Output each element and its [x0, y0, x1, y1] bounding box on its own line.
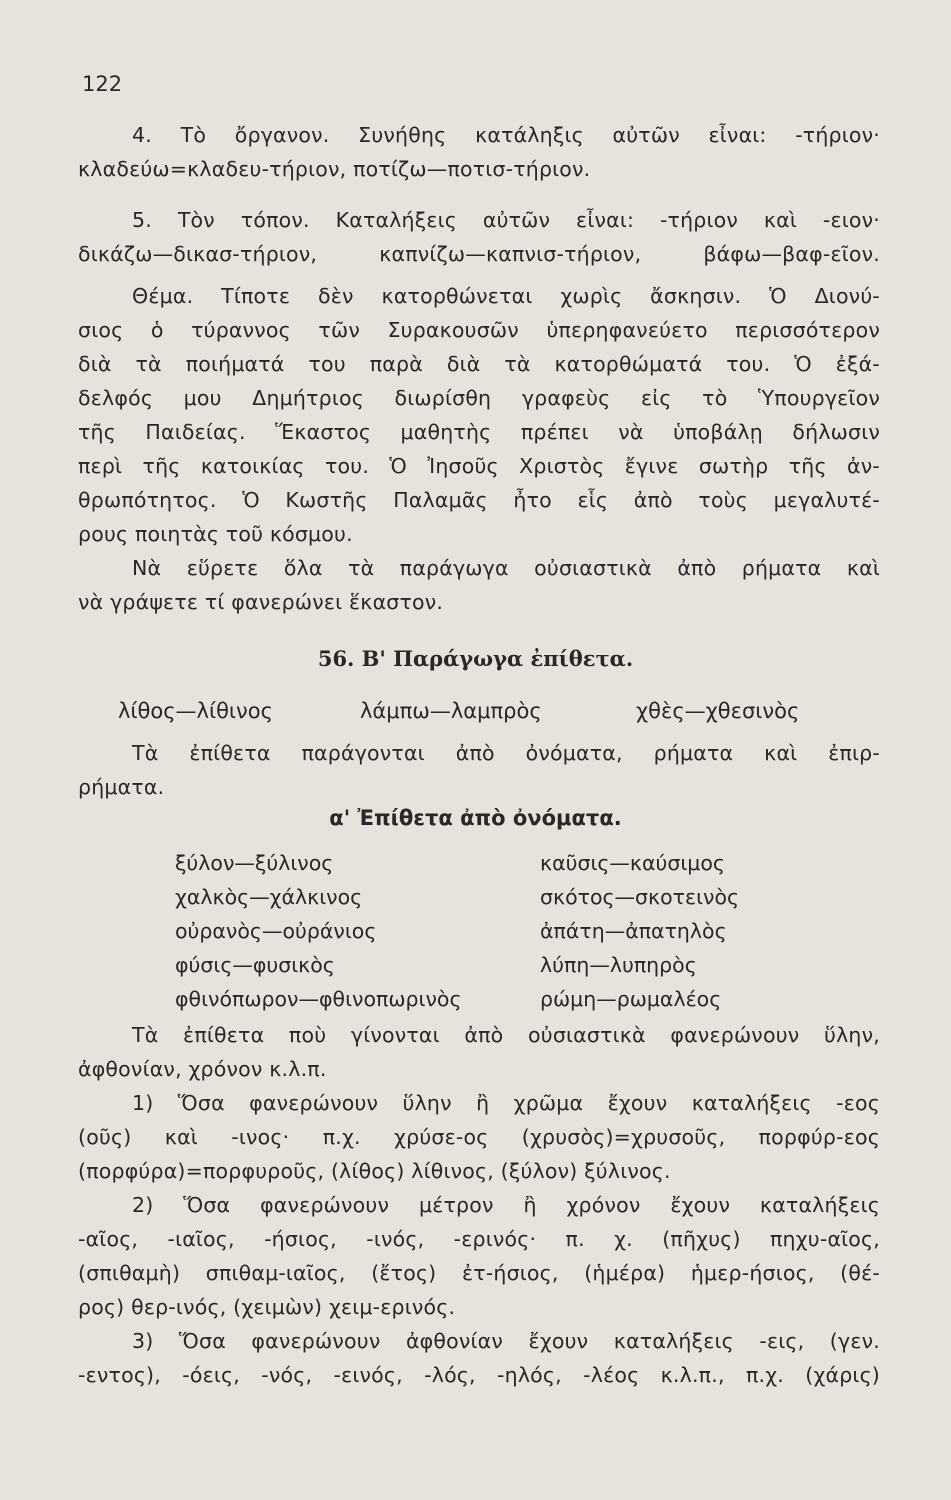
text-line: κλαδεύω=κλαδευ-τήριον, ποτίζω—ποτισ-τήριον.	[78, 157, 591, 181]
text-line: θρωπότητος. Ὁ Κωστῆς Παλαμᾶς ἦτο εἷς ἀπὸ τοὺς μεγαλυτέ-	[78, 488, 880, 512]
word-pair-left: χαλκὸς—χάλκινος	[175, 885, 363, 909]
text-line: ρος) θερ-ινός, (χειμὼν) χειμ-ερινός.	[78, 1295, 456, 1319]
text-line: σιος ὁ τύραννος τῶν Συρακουσῶν ὑπερηφανεύετο περισσότερον	[78, 318, 880, 342]
word-pair-right: ρώμη—ρωμαλέος	[540, 987, 722, 1011]
word-pair-right: λύπη—λυπηρὸς	[540, 953, 697, 977]
word-pair-left: ξύλον—ξύλινος	[175, 851, 334, 875]
word-pair-right: σκότος—σκοτεινὸς	[540, 885, 740, 909]
example-item: λάμπω—λαμπρὸς	[360, 699, 542, 723]
subheading: α' Ἐπίθετα ἀπὸ ὀνόματα.	[329, 806, 622, 830]
text-line: Νὰ εὕρετε ὅλα τὰ παράγωγα οὐσιαστικὰ ἀπὸ ρήματα καὶ	[132, 556, 880, 580]
word-pair-right: καῦσις—καύσιμος	[540, 851, 725, 875]
examples-row	[78, 694, 880, 728]
text-line: -αῖος, -ιαῖος, -ήσιος, -ινός, -ερινός· π. χ. (πῆχυς) πηχυ-αῖος,	[78, 1227, 880, 1251]
text-line: -εντος), -όεις, -νός, -εινός, -λός, -ηλός, -λέος κ.λ.π., π.χ. (χάρις)	[78, 1363, 880, 1387]
text-line: 1) Ὅσα φανερώνουν ὕλην ἢ χρῶμα ἔχουν καταλήξεις -εος	[132, 1091, 880, 1115]
text-line: ρήματα.	[78, 775, 165, 799]
text-line: (οῦς) καὶ -ινος· π.χ. χρύσε-ος (χρυσὸς)=χρυσοῦς, πορφύρ-εος	[78, 1125, 880, 1149]
text-line: ἀφθονίαν, χρόνον κ.λ.π.	[78, 1057, 327, 1081]
text-line: 3) Ὅσα φανερώνουν ἀφθονίαν ἔχουν καταλήξεις -εις, (γεν.	[132, 1329, 880, 1353]
text-line: νὰ γράψετε τί φανερώνει ἕκαστον.	[78, 590, 444, 614]
example-item: χθὲς—χθεσινὸς	[636, 699, 800, 723]
text-line: 4. Τὸ ὄργανον. Συνήθης κατάληξις αὐτῶν εἶναι: -τήριον·	[132, 123, 880, 147]
text-line: (σπιθαμὴ) σπιθαμ-ιαῖος, (ἔτος) ἐτ-ήσιος, (ἡμέρα) ἡμερ-ήσιος, (θέ-	[78, 1261, 880, 1285]
text-line: Τὰ ἐπίθετα παράγονται ἀπὸ ὀνόματα, ρήματα καὶ ἐπιρ-	[132, 741, 880, 765]
page-number: 122	[82, 72, 123, 96]
word-pair-left: φύσις—φυσικὸς	[175, 953, 335, 977]
word-pair-right: ἀπάτη—ἀπατηλὸς	[540, 919, 727, 943]
text-line: δικάζω—δικασ-τήριον, καπνίζω—καπνισ-τήριον, βάφω—βαφ-εῖον.	[78, 242, 880, 266]
text-line: (πορφύρα)=πορφυροῦς, (λίθος) λίθινος, (ξύλον) ξύλινος.	[78, 1159, 671, 1183]
text-line: 2) Ὅσα φανερώνουν μέτρον ἢ χρόνον ἔχουν καταλήξεις	[132, 1193, 880, 1217]
text-line: δελφός μου Δημήτριος διωρίσθη γραφεὺς εἰς τὸ Ὑπουργεῖον	[78, 386, 880, 410]
text-line: τῆς Παιδείας. Ἕκαστος μαθητὴς πρέπει νὰ ὑποβάλῃ δήλωσιν	[78, 420, 880, 444]
text-line: ρους ποιητὰς τοῦ κόσμου.	[78, 522, 353, 546]
text-line: Θέμα. Τίποτε δὲν κατορθώνεται χωρὶς ἄσκησιν. Ὁ Διονύ-	[132, 284, 880, 308]
word-pair-left: οὐρανὸς—οὐράνιος	[175, 919, 377, 943]
text-line: διὰ τὰ ποιήματά του παρὰ διὰ τὰ κατορθώματά του. Ὁ ἐξά-	[78, 352, 880, 376]
text-line: 5. Τὸν τόπον. Καταλήξεις αὐτῶν εἶναι: -τήριον καὶ -ειον·	[132, 208, 880, 232]
section-heading: 56. Β' Παράγωγα ἐπίθετα.	[317, 646, 634, 671]
text-line: περὶ τῆς κατοικίας του. Ὁ Ἰησοῦς Χριστὸς ἔγινε σωτὴρ τῆς ἀν-	[78, 454, 880, 478]
word-pair-left: φθινόπωρον—φθινοπωρινὸς	[175, 987, 462, 1011]
text-line: Τὰ ἐπίθετα ποὺ γίνονται ἀπὸ οὐσιαστικὰ φανερώνουν ὕλην,	[132, 1023, 880, 1047]
example-item: λίθος—λίθινος	[118, 699, 273, 723]
